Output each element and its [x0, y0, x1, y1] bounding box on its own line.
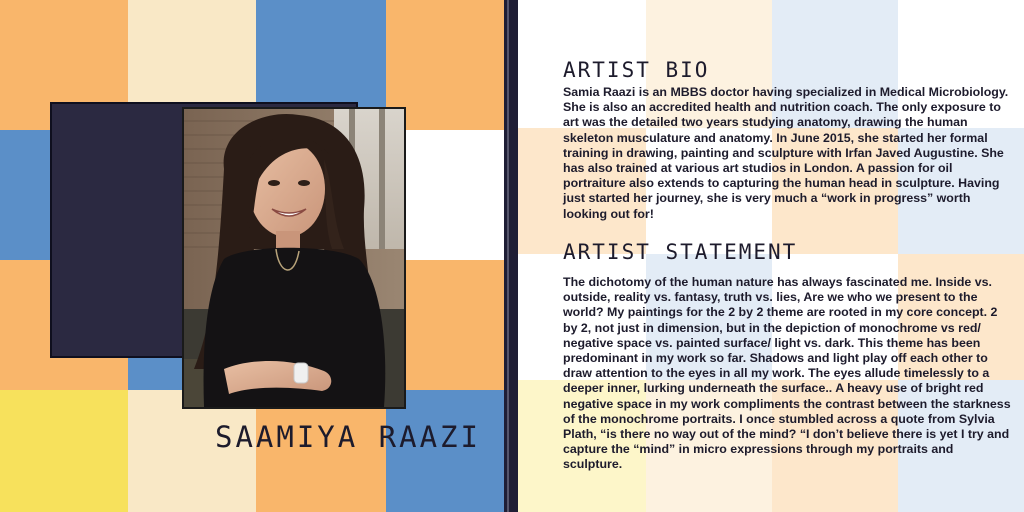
artist-name: SAAMIYA RAAZI — [215, 420, 481, 454]
artist-bio-heading: ARTIST BIO — [563, 58, 710, 82]
artist-bio-text: Samia Raazi is an MBBS doctor having specialized in Medical Microbiology. She is also an accredited health and nutrition coach. The only exposure to art was the detailed two years studying anatomy, drawing the human skeleton musculature and anatomy. In June 2015, she started her formal training in drawing, painting and sculpture with Irfan Javed Augustine. She has also trained at various art studios in London. A passion for oil portraiture also extends to capturing the human head in sculpture. Having just started her journey, she is very much a “work in progress” worth looking out for! — [563, 85, 1009, 221]
artist-portrait-photo — [184, 109, 404, 407]
artist-statement-text: The dichotomy of the human nature has always fascinated me. Inside vs. outside, reality vs. fantasy, truth vs. lies, Are we who we present to the world? My paintings for the 2 by 2 theme are rooted in my core concept. 2 by 2, not just in dimension, but in the depiction of monochrome vs red/ negative space vs. painted surface/ light vs. dark. This theme has been predominant in my work so far. Shadows and light play off each other to draw attention to the eyes in all my work. The eyes allude timelessly to a deeper inner, lurking underneath the surface.. A heavy use of bright red negative space in my work compliments the contrast between the starkness of the monochrome portraits. I once stumbled across a quote from Sylvia Plath, “is there no way out of the mind? “I don’t believe there is yet I try and capture the “mind” in micro expressions through my portraits and sculpture. — [563, 275, 1011, 472]
spine-highlight-line — [507, 0, 509, 512]
artist-statement-heading: ARTIST STATEMENT — [563, 240, 798, 264]
